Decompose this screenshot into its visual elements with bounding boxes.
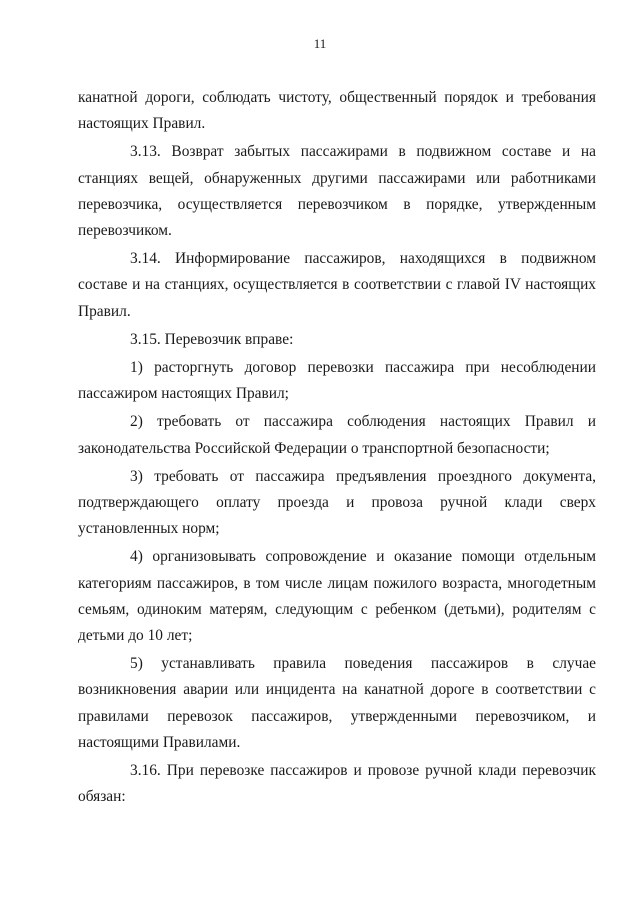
paragraph-3-15: 3.15. Перевозчик вправе: bbox=[130, 330, 294, 348]
list-item-5: 5) устанавливать правила поведения пассажиров в случае возникновения аварии или инцидента на канатной дороге в соответствии с правилами перевозок пассажиров, утвержденными перевозчиком, и настоящими Правилами. bbox=[78, 655, 596, 751]
document-body bbox=[78, 85, 596, 812]
paragraph-3-16: 3.16. При перевозке пассажиров и провозе ручной клади перевозчик обязан: bbox=[78, 762, 596, 806]
page-number: 11 bbox=[313, 36, 327, 51]
paragraph-3-14: 3.14. Информирование пассажиров, находящихся в подвижном составе и на станциях, осуществляется в соответствии с главой IV настоящих Правил. bbox=[78, 250, 596, 320]
list-item-3: 3) требовать от пассажира предъявления проездного документа, подтверждающего оплату проезда и провоза ручной клади сверх установленных норм; bbox=[78, 467, 596, 538]
paragraph-3-13: 3.13. Возврат забытых пассажирами в подвижном составе и на станциях вещей, обнаруженных другими пассажирами или работниками перевозчика, осуществляется перевозчиком в порядке, утвержденным перевозчиком. bbox=[78, 143, 596, 240]
list-item-4: 4) организовывать сопровождение и оказание помощи отдельным категориям пассажиров, в том числе лицам пожилого возраста, многодетным семьям, одиноким матерям, следующим с ребенком (детьми), родителям с детьми до 10 лет; bbox=[78, 548, 596, 645]
list-item-2: 2) требовать от пассажира соблюдения настоящих Правил и законодательства Российской Федерации о транспортной безопасности; bbox=[78, 413, 596, 457]
paragraph-continuation: канатной дороги, соблюдать чистоту, общественный порядок и требования настоящих Правил. bbox=[78, 89, 596, 133]
list-item-1: 1) расторгнуть договор перевозки пассажира при несоблюдении пассажиром настоящих Правил; bbox=[78, 359, 596, 403]
